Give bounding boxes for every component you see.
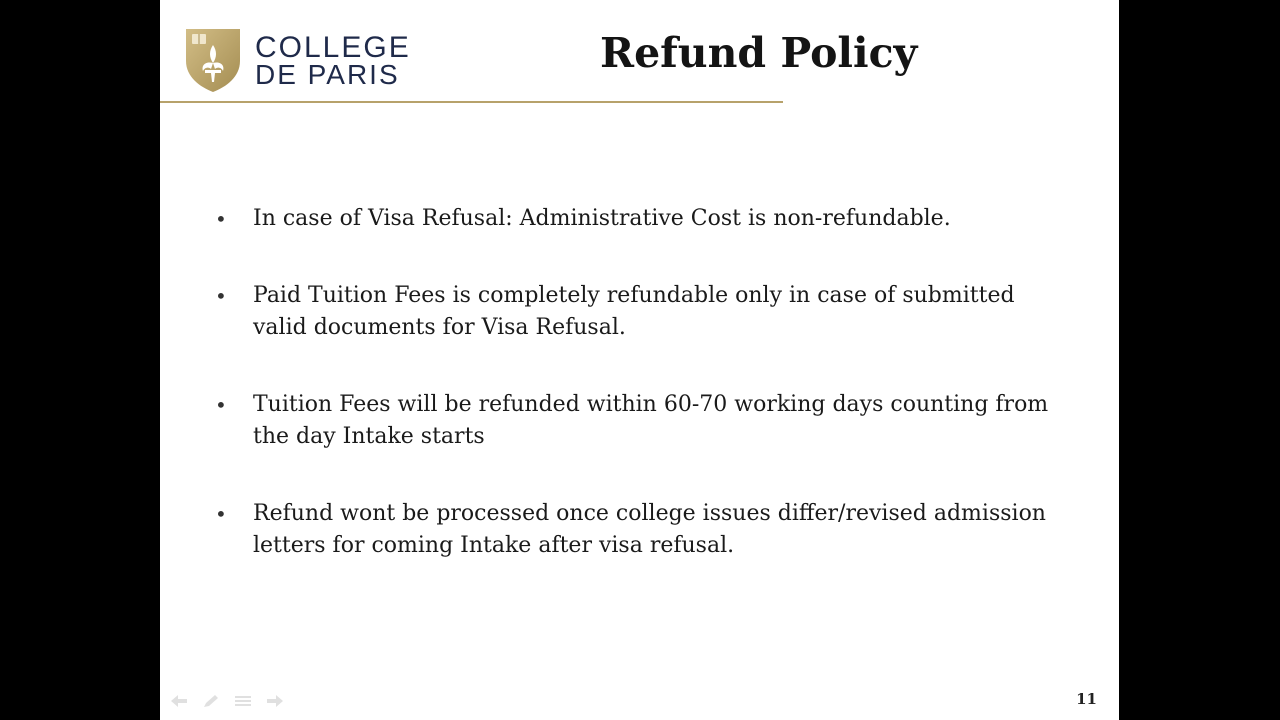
bullet-text: In case of Visa Refusal: Administrative Cost is non-refundable. [253,206,951,231]
bullet-item [215,498,1075,562]
logo-text-line2: DE PARIS [255,59,400,90]
bullet-item [215,280,1075,344]
slide [160,0,1119,720]
bullet-item [215,389,1075,453]
bullet-list [215,203,1075,607]
slide-title: Refund Policy [600,29,918,77]
bullet-dot: • [215,393,227,417]
bullet-dot: • [215,207,227,231]
bullet-dot: • [215,284,227,308]
menu-icon[interactable] [232,692,254,710]
fleur-de-lis-shield-icon [182,27,244,93]
pen-icon[interactable] [200,692,222,710]
page-number: 11 [1076,690,1097,708]
next-arrow-icon[interactable] [264,692,286,710]
slideshow-controls [168,692,286,712]
college-logo [182,27,442,95]
previous-arrow-icon[interactable] [168,692,190,710]
bullet-text: Tuition Fees will be refunded within 60-70 working days counting from the day Intake starts [253,392,1049,449]
bullet-text: Paid Tuition Fees is completely refundable only in case of submitted valid documents for Visa Refusal. [253,283,1015,340]
bullet-item [215,203,1075,235]
header-divider [160,101,783,103]
bullet-dot: • [215,502,227,526]
bullet-text: Refund wont be processed once college issues differ/revised admission letters for coming Intake after visa refusal. [253,501,1046,558]
logo-text-line1: COLLEGE [255,31,411,64]
